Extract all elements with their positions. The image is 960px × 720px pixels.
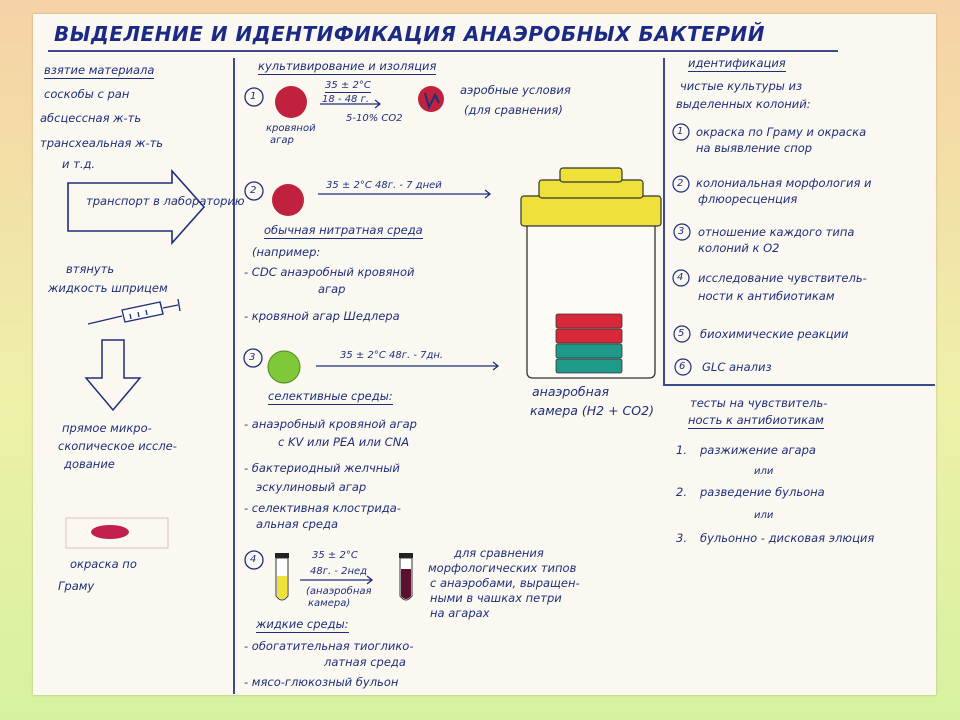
ident-step6-line-1: GLC анализ: [702, 360, 772, 374]
step4-compare-2: морфологических типов: [428, 561, 577, 575]
chamber-label-2: камера (H2 + CO2): [530, 403, 654, 418]
step1-temp: 35 ± 2°C: [325, 80, 371, 91]
step2-item-2: - CDC анаэробный кровяной: [244, 265, 415, 279]
step3-conditions: 35 ± 2°C 48г. - 7дн.: [340, 350, 444, 361]
tests-header-2: ность к антибиотикам: [688, 413, 824, 427]
step3-media-title: селективные среды:: [268, 389, 393, 403]
test1-number: 1.: [676, 443, 687, 457]
step4-media-title: жидкие среды:: [256, 617, 349, 631]
step3-number: 3: [249, 352, 256, 363]
left-line-1: соскобы с ран: [44, 87, 130, 101]
left-line-4: и т.д.: [62, 157, 96, 171]
right-intro-2: выделенных колоний:: [676, 97, 811, 111]
step2-item-4: - кровяной агар Шедлера: [244, 309, 400, 323]
ident-step4-line-1: исследование чувствитель-: [698, 271, 867, 285]
step4-chamber-2: камера): [308, 598, 351, 609]
middle-header: культивирование и изоляция: [258, 59, 437, 73]
divider-right-horizontal: [663, 384, 935, 386]
test1-text: разжижение агара: [700, 443, 816, 457]
test-or-2: или: [754, 510, 774, 521]
aspirate-line-1: втянуть: [66, 262, 115, 276]
step2-conditions: 35 ± 2°C 48г. - 7 дней: [326, 180, 442, 191]
step3-item-3: - бактериодный желчный: [244, 461, 400, 475]
micro-line-1: прямое микро-: [62, 421, 152, 435]
divider-right: [663, 58, 665, 384]
left-header: взятие материала: [44, 63, 155, 77]
micro-line-2: скопическое иссле-: [58, 439, 177, 453]
step1-co2: 5-10% CO2: [346, 113, 403, 124]
step3-item-6: альная среда: [256, 517, 339, 531]
step1-time: 18 - 48 г.: [322, 94, 370, 105]
step1-number: 1: [250, 91, 257, 102]
step4-chamber-1: (анаэробная: [306, 586, 372, 597]
step3-item-2: с KV или PEA или CNA: [278, 435, 410, 449]
test3-number: 3.: [676, 531, 687, 545]
ident-step1-number: 1: [677, 126, 684, 137]
ident-step1-line-2: на выявление спор: [696, 141, 813, 155]
right-header: идентификация: [688, 56, 786, 70]
left-line-2: абсцессная ж-ть: [40, 111, 142, 125]
step2-media-title: обычная нитратная среда: [264, 223, 423, 237]
right-intro-1: чистые культуры из: [680, 79, 803, 93]
ident-step6-number: 6: [679, 361, 686, 372]
step4-compare-5: на агарах: [430, 606, 490, 620]
ident-step4-number: 4: [677, 272, 684, 283]
step4-compare-4: ными в чашках петри: [430, 591, 562, 605]
gram-line-2: Граму: [58, 579, 95, 593]
transport-label: транспорт в лабораторию: [86, 194, 245, 208]
ident-step5-number: 5: [678, 328, 685, 339]
step4-number: 4: [250, 554, 257, 565]
page-title: ВЫДЕЛЕНИЕ И ИДЕНТИФИКАЦИЯ АНАЭРОБНЫХ БАКТЕРИЙ: [54, 22, 766, 46]
divider-left: [233, 58, 235, 694]
step4-item-2: латная среда: [324, 655, 406, 669]
step4-item-3: - мясо-глюкозный бульон: [244, 675, 399, 689]
title-underline: [48, 50, 838, 52]
step2-item-1: (например:: [252, 245, 321, 259]
test2-number: 2.: [676, 485, 687, 499]
ident-step2-line-2: флюоресценция: [698, 192, 798, 206]
ident-step3-line-2: колоний к O2: [698, 241, 780, 255]
step1-plate-label-2: агар: [270, 135, 294, 146]
step2-number: 2: [250, 185, 257, 196]
step4-item-1: - обогатительная тиоглико-: [244, 639, 414, 653]
step4-time: 48г. - 2нед: [310, 566, 368, 577]
ident-step3-number: 3: [678, 226, 685, 237]
micro-line-3: дование: [64, 457, 115, 471]
ident-step5-line-1: биохимические реакции: [700, 327, 849, 341]
step4-compare-1: для сравнения: [454, 546, 544, 560]
ident-step4-line-2: ности к антибиотикам: [698, 289, 835, 303]
tests-header-1: тесты на чувствитель-: [690, 396, 828, 410]
aspirate-line-2: жидкость шприцем: [48, 281, 168, 295]
gram-line-1: окраска по: [70, 557, 137, 571]
test3-text: бульонно - дисковая элюция: [700, 531, 875, 545]
ident-step2-line-1: колониальная морфология и: [696, 176, 872, 190]
step3-item-4: эскулиновый агар: [256, 480, 367, 494]
step2-item-3: агар: [318, 282, 346, 296]
aerobic-label-2: (для сравнения): [464, 103, 563, 117]
ident-step3-line-1: отношение каждого типа: [698, 225, 855, 239]
step3-item-5: - селективная клострида-: [244, 501, 401, 515]
ident-step1-line-1: окраска по Граму и окраска: [696, 125, 867, 139]
ident-step2-number: 2: [677, 178, 684, 189]
step4-temp: 35 ± 2°C: [312, 550, 358, 561]
step3-item-1: - анаэробный кровяной агар: [244, 417, 417, 431]
step4-compare-3: с анаэробами, выращен-: [430, 576, 580, 590]
left-line-3: трансхеальная ж-ть: [40, 136, 164, 150]
chamber-label-1: анаэробная: [532, 384, 609, 399]
aerobic-label-1: аэробные условия: [460, 83, 571, 97]
step1-plate-label-1: кровяной: [266, 123, 316, 134]
test2-text: разведение бульона: [700, 485, 825, 499]
test-or-1: или: [754, 466, 774, 477]
